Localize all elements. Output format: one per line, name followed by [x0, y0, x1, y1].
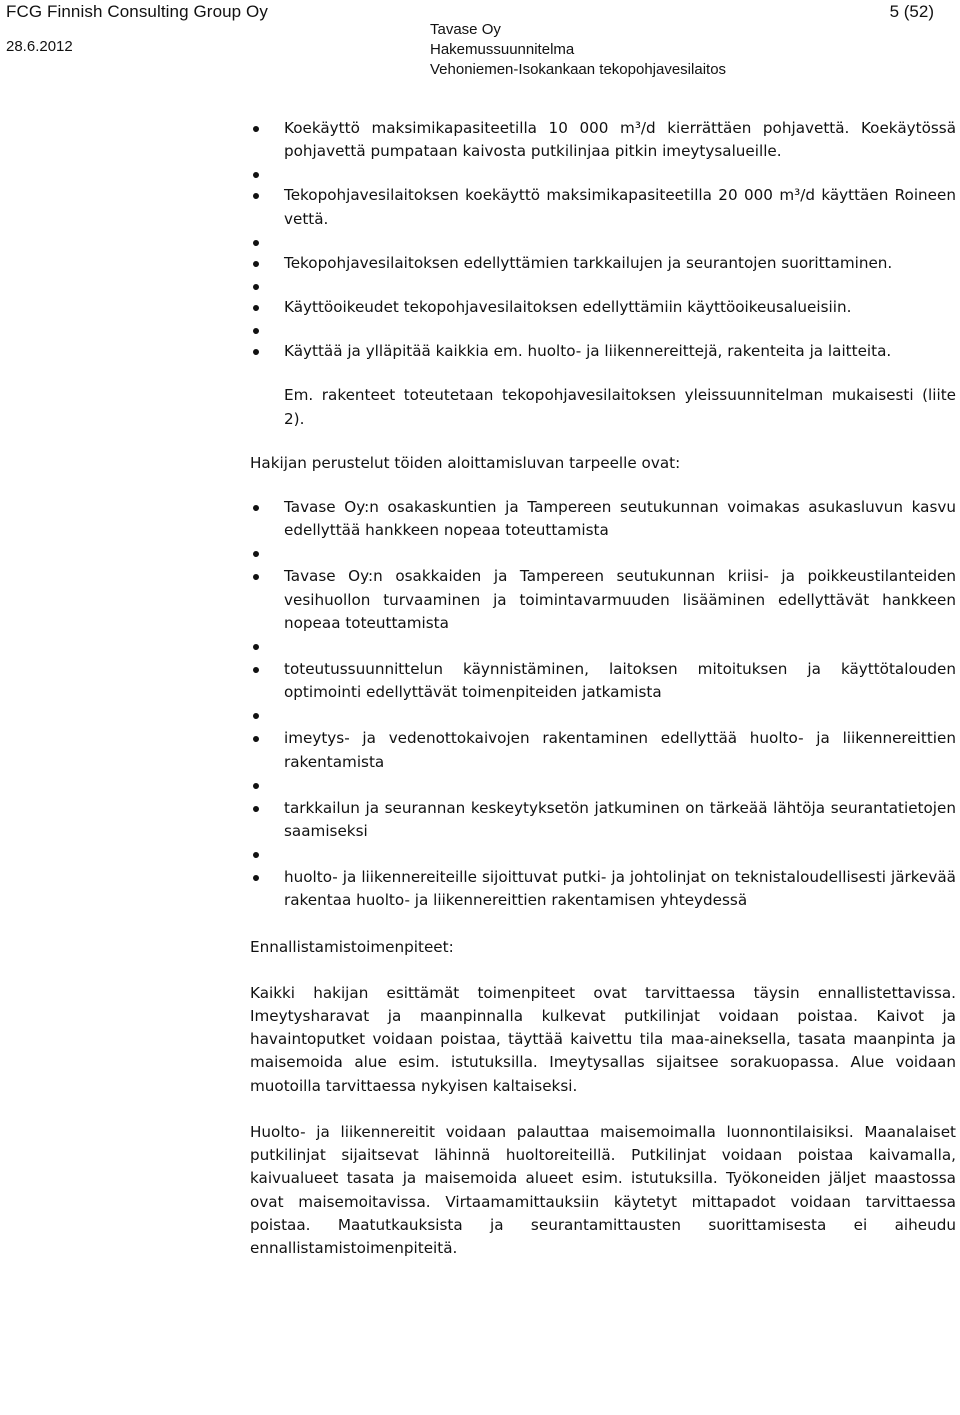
reasons-intro: Hakijan perustelut töiden aloittamisluvan tarpeelle ovat: [250, 453, 681, 472]
page-header [0, 0, 960, 90]
list-item: toteutussuunnittelun käynnistäminen, laitoksen mitoituksen ja käyttötalouden optimointi edellyttävät toimenpiteiden jatkamista [250, 658, 956, 704]
list-item: Käyttää ja ylläpitää kaikkia em. huolto- ja liikennereittejä, rakenteita ja laitteita. [250, 340, 956, 363]
document-type: Hakemussuunnitelma [430, 41, 575, 58]
list-item: Tavase Oy:n osakkaiden ja Tampereen seutukunnan kriisi- ja poikkeustilanteiden vesihuollon turvaaminen ja toimintavarmuuden lisääminen edellyttävät hankkeen nopeaa toteuttamista [250, 565, 956, 635]
header-client-block [430, 20, 726, 80]
page-number: 5 (52) [889, 2, 934, 21]
list-item: tarkkailun ja seurannan keskeytyksetön jatkuminen on tärkeää lähtöja seurantatietojen saamiseksi [250, 797, 956, 843]
list-item: Tekopohjavesilaitoksen edellyttämien tarkkailujen ja seurantojen suorittaminen. [250, 252, 956, 275]
list-item: huolto- ja liikennereiteille sijoittuvat putki- ja johtolinjat on teknistaloudellisesti järkevää rakentaa huolto- ja liikennereittien rakentamisen yhteydessä [250, 866, 956, 912]
list-item: Koekäyttö maksimikapasiteetilla 10 000 m³/d kierrättäen pohjavettä. Koekäytössä pohjavettä pumpataan kaivosta putkilinjaa pitkin imeytysalueille. [250, 117, 956, 163]
company-name: FCG Finnish Consulting Group Oy [6, 2, 268, 21]
list-item: Käyttöoikeudet tekopohjavesilaitoksen edellyttämiin käyttöoikeusalueisiin. [250, 296, 956, 319]
restoration-heading: Ennallistamistoimenpiteet: [250, 937, 454, 956]
document-date: 28.6.2012 [6, 38, 73, 55]
list-note: Em. rakenteet toteutetaan tekopohjavesilaitoksen yleissuunnitelman mukaisesti (liite 2). [284, 386, 956, 428]
document-body [250, 117, 956, 1260]
client-name: Tavase Oy [430, 21, 501, 38]
project-name: Vehoniemen-Isokankaan tekopohjavesilaitos [430, 61, 727, 78]
list-item: Tekopohjavesilaitoksen koekäyttö maksimikapasiteetilla 20 000 m³/d käyttäen Roineen vettä. [250, 184, 956, 230]
reasons-list [250, 496, 956, 913]
measures-list [250, 117, 956, 363]
list-item: Tavase Oy:n osakaskuntien ja Tampereen seutukunnan voimakas asukasluvun kasvu edellyttää hankkeen nopeaa toteuttamista [250, 496, 956, 542]
restoration-paragraph-2: Huolto- ja liikennereitit voidaan palauttaa maisemoimalla luonnontilaisiksi. Maanalaiset putkilinjat sijaitsevat lähinnä huoltoreiteillä. Putkilinjat voidaan poistaa kaivamalla, kaivualueet tasata ja maisemoida alueet esim. istutuksilla. Työkoneiden jäljet maastossa ovat maisemoitavissa. Virtaamamittauksiin käytetyt mittapadot voidaan tarvittaessa poistaa. Maatutkauksista ja seurantamittausten suorittamisesta ei aiheudu ennallistamistoimenpiteitä. [250, 1122, 956, 1257]
list-item: imeytys- ja vedenottokaivojen rakentaminen edellyttää huolto- ja liikennereittien rakentamista [250, 727, 956, 773]
restoration-paragraph-1: Kaikki hakijan esittämät toimenpiteet ovat tarvittaessa täysin ennallistettavissa. Imeytysharavat ja maanpinnalla kulkevat putkilinjat voidaan poistaa. Kaivot ja havaintoputket voidaan poistaa, täyttää kaivettu tila maa-aineksella, tasata maanpinta ja maisemoida alue esim. istutuksilla. Imeytysallas sijaitsee sorakuopassa. Alue voidaan muotoilla tarvittaessa nykyisen kaltaiseksi. [250, 983, 956, 1095]
